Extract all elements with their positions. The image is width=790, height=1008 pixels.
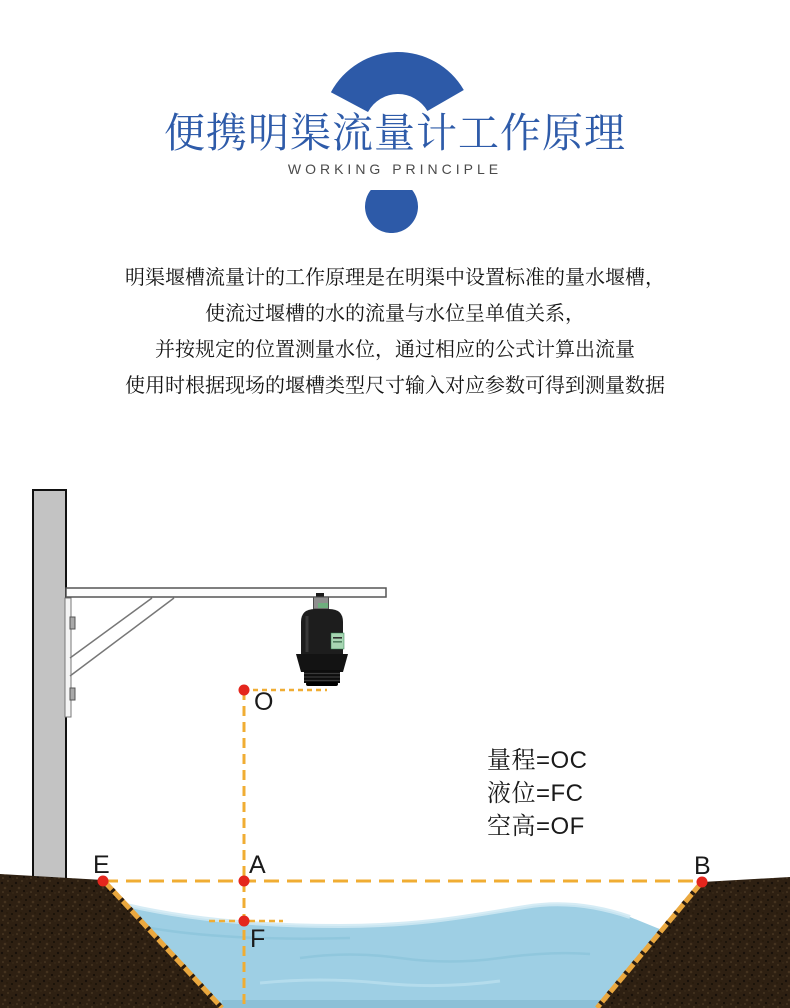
- formula-legend: [487, 747, 588, 840]
- page-title: 便携明渠流量计工作原理: [164, 110, 626, 156]
- point-dot-a: [239, 876, 250, 887]
- intro-line: 明渠堰槽流量计的工作原理是在明渠中设置标准的量水堰槽，: [125, 267, 665, 289]
- point-label-a: A: [249, 851, 266, 879]
- point-dot-f: [239, 916, 250, 927]
- formula-range: 量程=OC: [487, 747, 588, 774]
- formula-level: 液位=FC: [487, 780, 584, 807]
- sensor-arm: [66, 588, 386, 597]
- ultrasonic-sensor: [296, 593, 348, 686]
- point-dot-o: [239, 685, 250, 696]
- intro-line: 使流过堰槽的水的流量与水位呈单值关系，: [205, 303, 585, 325]
- working-principle-diagram: [0, 488, 790, 1008]
- intro-line: 并按规定的位置测量水位，通过相应的公式计算出流量: [155, 339, 635, 361]
- support-pole: [33, 490, 66, 882]
- page-subtitle: WORKING PRINCIPLE: [287, 161, 503, 177]
- intro-paragraph: [0, 260, 790, 404]
- point-label-o: O: [254, 688, 274, 716]
- intro-line: 使用时根据现场的堰槽类型尺寸输入对应参数可得到测量数据: [125, 375, 665, 397]
- point-label-e: E: [93, 851, 110, 879]
- decorative-disc-shape: [365, 190, 418, 233]
- point-label-b: B: [694, 852, 711, 880]
- point-label-f: F: [250, 925, 266, 953]
- marker-dots: [98, 685, 708, 927]
- formula-airgap: 空高=OF: [487, 813, 585, 840]
